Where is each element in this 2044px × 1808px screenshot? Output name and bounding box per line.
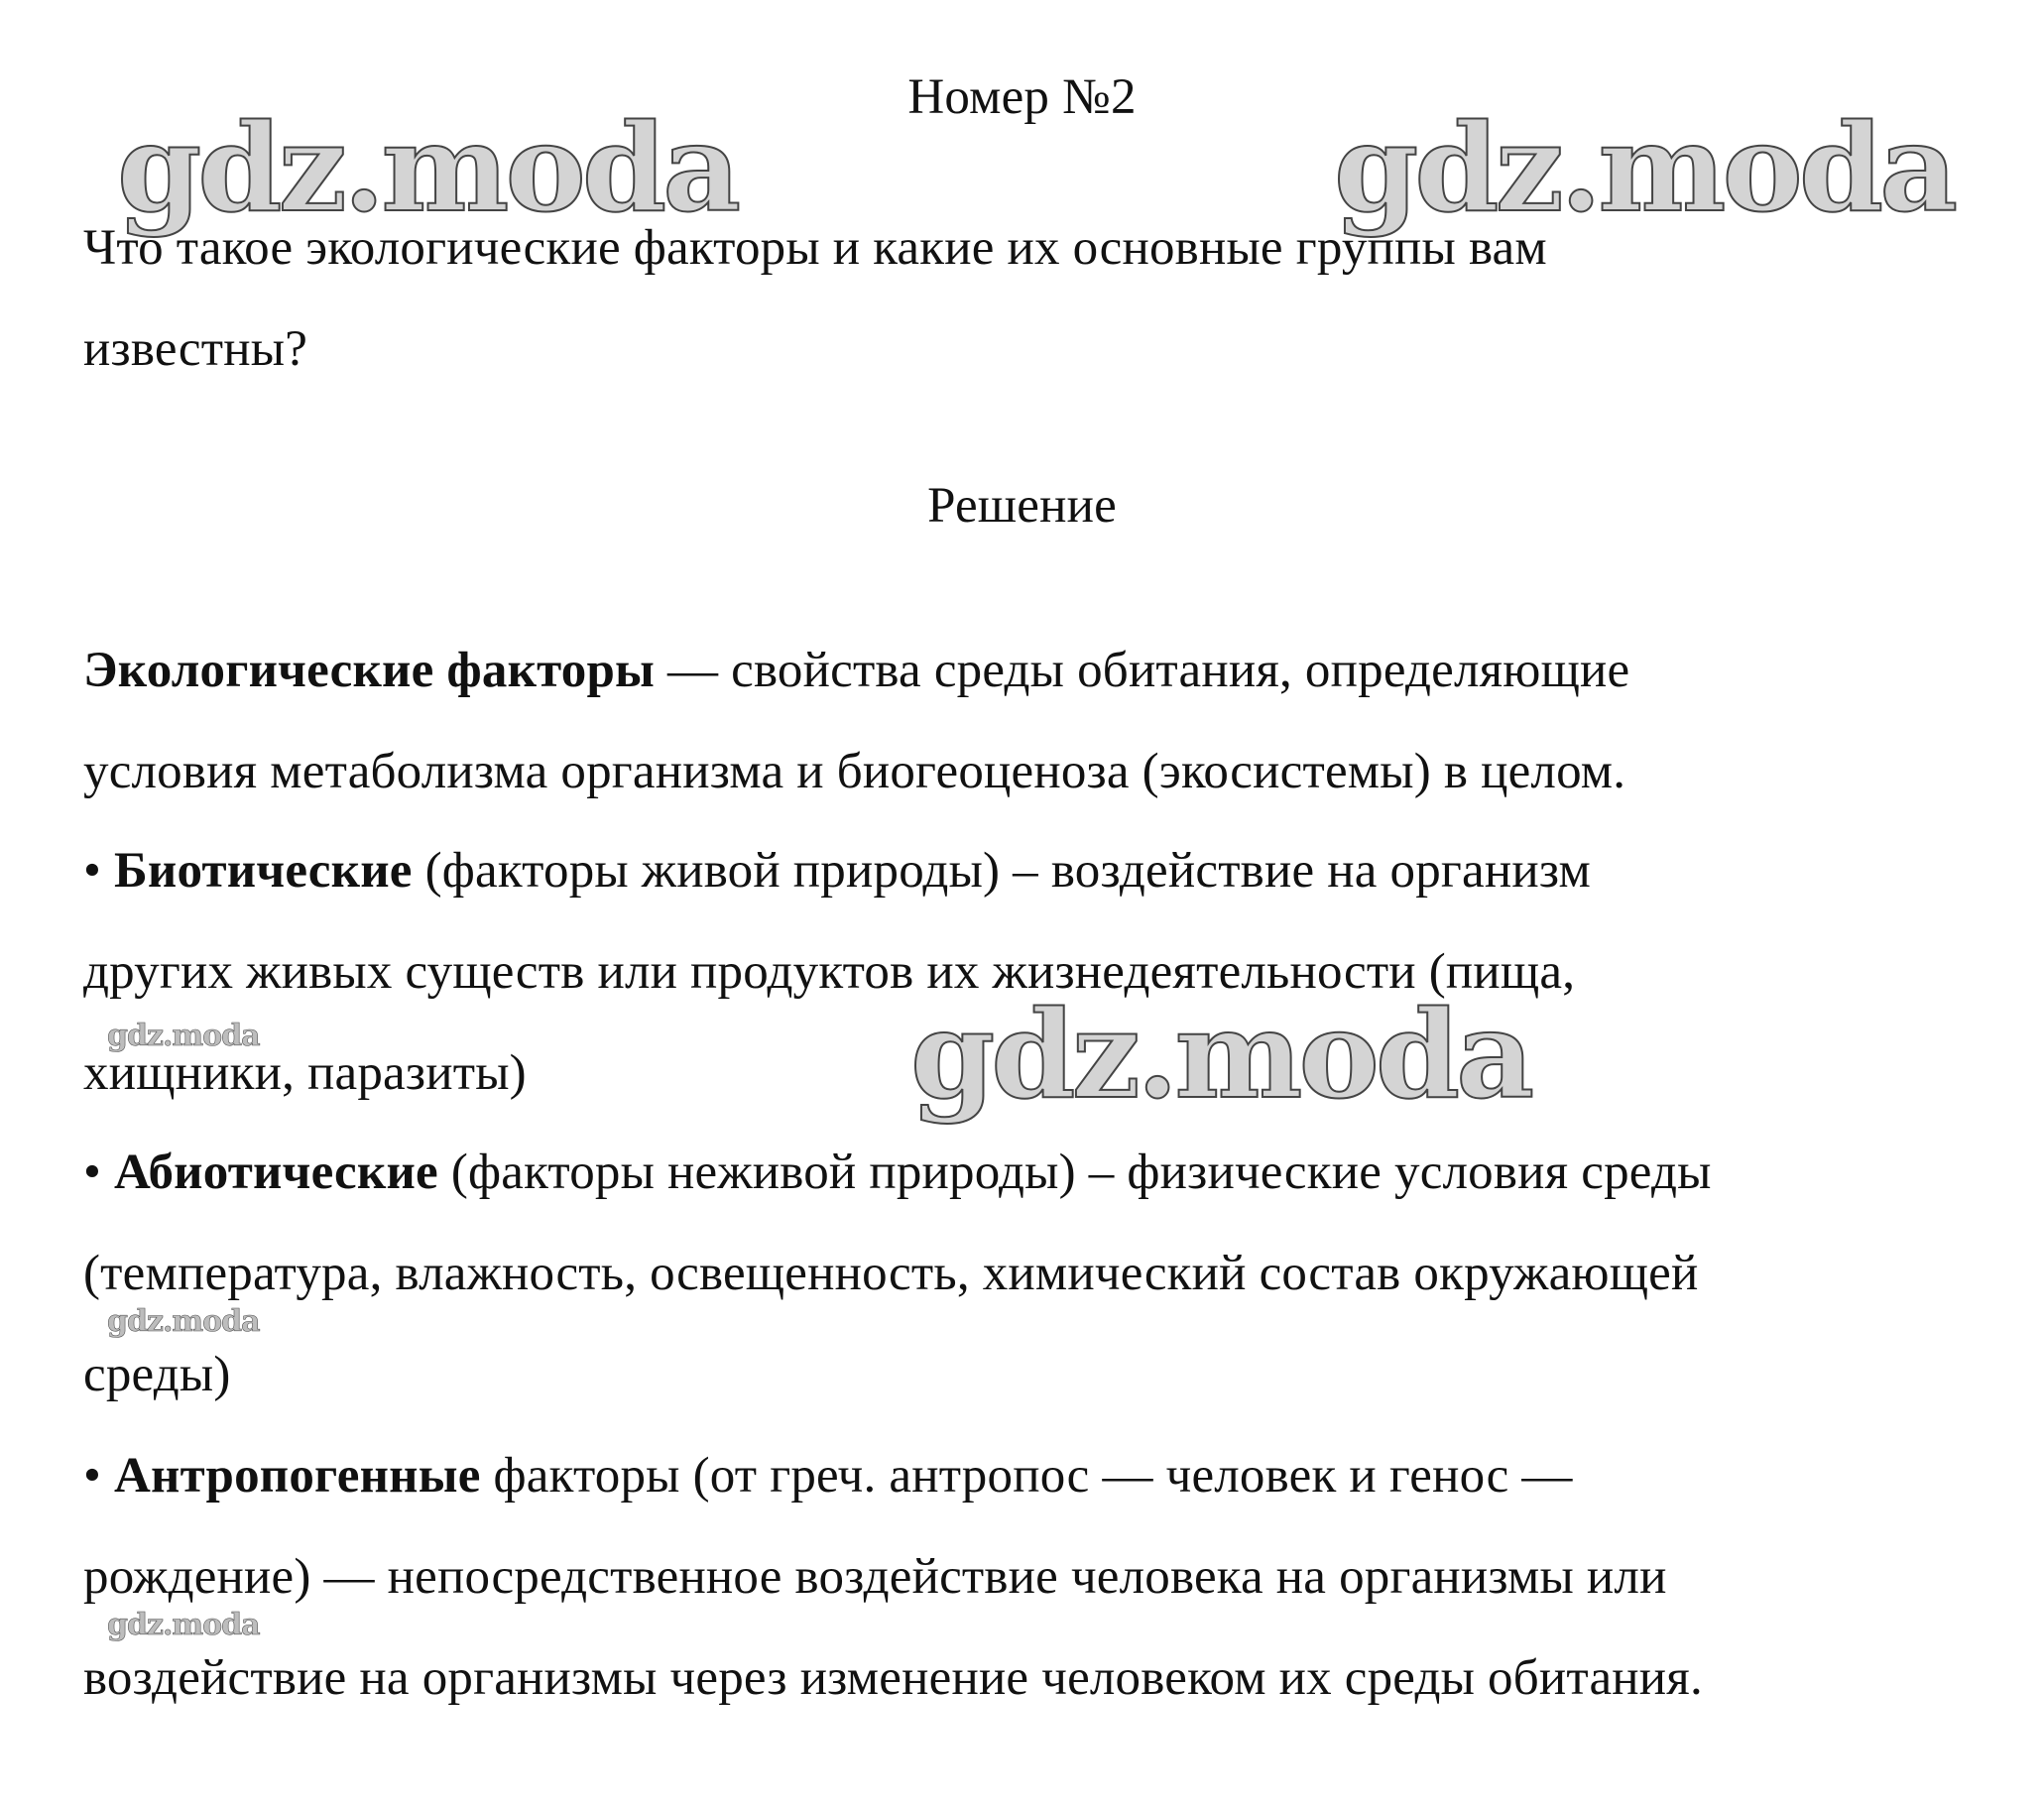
watermark-logo-center: gdz.moda <box>910 983 1531 1126</box>
biotic-term: Биотические <box>114 843 413 899</box>
question-line-1: Что такое экологические факторы и какие их основные группы вам <box>83 220 1547 276</box>
definition-term: Экологические факторы <box>83 643 656 698</box>
anthropogenic-term: Антропогенные <box>114 1448 481 1504</box>
bullet: • <box>83 1448 115 1504</box>
watermark-small-1: gdz.moda <box>107 1019 260 1053</box>
biotic-line-3: хищники, паразиты) <box>83 1045 527 1101</box>
abiotic-term: Абиотические <box>114 1145 438 1200</box>
bullet: • <box>83 1145 115 1200</box>
abiotic-line-1 <box>83 1143 1712 1202</box>
abiotic-line-3: среды) <box>83 1347 231 1402</box>
page-title: Номер №2 <box>907 69 1137 125</box>
biotic-text: (факторы живой природы) – воздействие на организм <box>412 843 1591 899</box>
definition-line-2: условия метаболизма организма и биогеоценоза (экосистемы) в целом. <box>83 744 1626 799</box>
question-line-2: известны? <box>83 321 308 377</box>
biotic-line-1 <box>83 841 1591 901</box>
watermark-small-2: gdz.moda <box>107 1304 260 1339</box>
watermark-small-3: gdz.moda <box>107 1608 260 1642</box>
abiotic-text: (факторы неживой природы) – физические условия среды <box>437 1145 1712 1200</box>
anthropogenic-line-1 <box>83 1446 1573 1506</box>
definition-line-1 <box>83 641 1629 700</box>
biotic-line-2: других живых существ или продуктов их жизнедеятельности (пища, <box>83 944 1576 1000</box>
anthropogenic-line-3: воздействие на организмы через изменение человеком их среды обитания. <box>83 1650 1703 1706</box>
watermark-logo-left: gdz.moda <box>117 96 738 239</box>
anthropogenic-text: факторы (от греч. антропос — человек и генос — <box>480 1448 1573 1504</box>
abiotic-line-2: (температура, влажность, освещенность, химический состав окружающей <box>83 1246 1699 1301</box>
anthropogenic-line-2: рождение) — непосредственное воздействие человека на организмы или <box>83 1549 1667 1605</box>
watermark-logo-right: gdz.moda <box>1334 96 1955 239</box>
solution-heading: Решение <box>927 478 1117 534</box>
bullet: • <box>83 843 115 899</box>
definition-text: — свойства среды обитания, определяющие <box>655 643 1630 698</box>
